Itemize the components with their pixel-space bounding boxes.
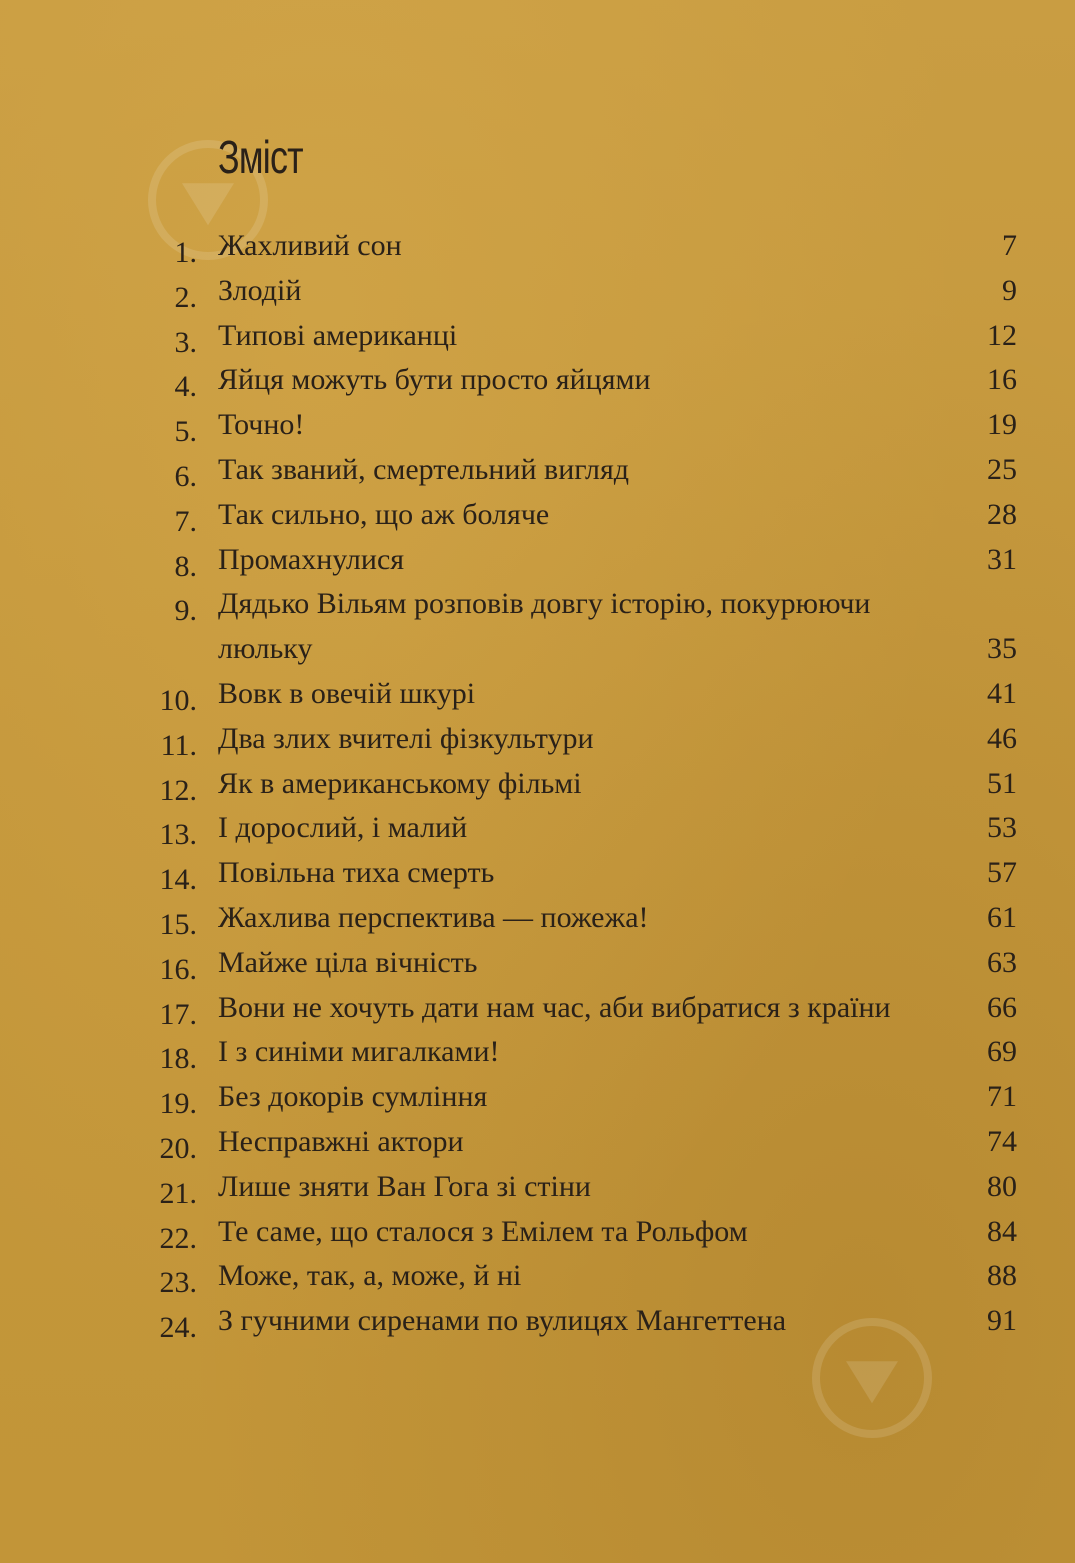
toc-entry (0, 717, 1075, 762)
toc-entry-page: 84 (987, 1214, 1017, 1248)
toc-entry-title: Точно! (218, 408, 305, 442)
toc-entry (0, 986, 1075, 1031)
toc-entry-title: Майже ціла вічність (218, 945, 478, 979)
toc-entry (0, 582, 1075, 672)
toc-entry-page: 69 (987, 1035, 1017, 1069)
toc-entry-title: Типові американці (218, 318, 458, 352)
toc-entry (0, 269, 1075, 314)
toc-entry-title: Яйця можуть бути просто яйцями (218, 363, 651, 397)
toc-entry (0, 403, 1075, 448)
toc-entry-title: І з синіми мигалками! (218, 1035, 500, 1069)
toc-entry-number: 16. (159, 952, 197, 986)
toc-entry-number: 12. (159, 773, 197, 807)
toc-entry-page: 12 (987, 318, 1017, 352)
toc-entry (0, 358, 1075, 403)
toc-entry-page: 80 (987, 1169, 1017, 1203)
table-of-contents (0, 224, 1075, 1344)
toc-entry (0, 1075, 1075, 1120)
toc-entry-title: Як в американському фільмі (218, 766, 582, 800)
toc-entry-title: Те саме, що сталося з Емілем та Рольфом (218, 1214, 748, 1248)
toc-entry-title: Жахливий сон (218, 229, 402, 262)
toc-entry (0, 851, 1075, 896)
toc-entry-number: 15. (159, 907, 197, 941)
toc-entry-page: 25 (987, 452, 1017, 486)
toc-entry-number: 5. (174, 415, 197, 449)
toc-entry-page: 31 (987, 542, 1017, 576)
toc-entry-page: 57 (987, 856, 1017, 890)
toc-entry (0, 1120, 1075, 1165)
toc-entry-number: 9. (174, 594, 197, 628)
toc-entry-page: 46 (987, 721, 1017, 755)
toc-entry-number: 20. (159, 1131, 197, 1165)
toc-entry-number: 10. (159, 683, 197, 717)
toc-entry (0, 1030, 1075, 1075)
toc-entry (0, 941, 1075, 986)
toc-entry-number: 14. (159, 863, 197, 897)
toc-entry (0, 672, 1075, 717)
toc-entry-title: Дядько Вільям розповів довгу історію, покурюючи люльку (218, 587, 871, 666)
toc-entry-number: 17. (159, 997, 197, 1031)
toc-entry-page: 9 (1002, 273, 1017, 307)
toc-entry-title: Несправжні актори (218, 1124, 464, 1158)
toc-entry (0, 762, 1075, 807)
toc-entry-number: 2. (174, 280, 197, 314)
toc-entry (0, 1254, 1075, 1299)
toc-entry (0, 1210, 1075, 1255)
toc-entry-page: 41 (987, 676, 1017, 710)
toc-entry (0, 538, 1075, 583)
toc-entry-title: Так званий, смертельний вигляд (218, 452, 630, 486)
toc-entry-title: І дорослий, і малий (218, 811, 468, 845)
toc-entry-title: Повільна тиха смерть (218, 856, 495, 890)
toc-entry-number: 8. (174, 549, 197, 583)
toc-entry (0, 493, 1075, 538)
toc-entry-page: 53 (987, 811, 1017, 845)
toc-entry-number: 13. (159, 818, 197, 852)
toc-entry (0, 1299, 1075, 1344)
toc-entry-number: 22. (159, 1221, 197, 1255)
toc-entry-number: 19. (159, 1087, 197, 1121)
toc-entry-title: Жахлива перспектива — пожежа! (218, 900, 649, 934)
toc-entry-number: 7. (174, 504, 197, 538)
toc-entry-number: 6. (174, 459, 197, 493)
toc-entry-number: 21. (159, 1176, 197, 1210)
toc-entry-title: Злодій (218, 273, 302, 307)
toc-entry-number: 1. (174, 236, 197, 269)
toc-entry-page: 74 (987, 1124, 1017, 1158)
toc-entry-title: З гучними сиренами по вулицях Мангеттена (218, 1304, 787, 1338)
toc-entry-title: Може, так, а, може, й ні (218, 1259, 522, 1293)
toc-entry-page: 63 (987, 945, 1017, 979)
toc-entry-page: 71 (987, 1080, 1017, 1114)
toc-entry (0, 224, 1075, 269)
toc-entry-number: 24. (159, 1311, 197, 1345)
toc-entry-page: 88 (987, 1259, 1017, 1293)
toc-entry-page: 19 (987, 408, 1017, 442)
toc-entry-title: Промахнулися (218, 542, 405, 576)
toc-entry-page: 7 (1002, 229, 1017, 262)
toc-entry-number: 4. (174, 370, 197, 404)
toc-entry-number: 3. (174, 325, 197, 359)
toc-entry-page: 28 (987, 497, 1017, 531)
toc-entry-title: Два злих вчителі фізкультури (218, 721, 594, 755)
toc-entry-title: Вони не хочуть дати нам час, аби вибратися з країни (218, 990, 891, 1024)
toc-entry (0, 314, 1075, 359)
toc-entry-number: 18. (159, 1042, 197, 1076)
toc-entry-page: 51 (987, 766, 1017, 800)
toc-entry-title: Без докорів сумління (218, 1080, 488, 1114)
toc-entry-page: 66 (987, 990, 1017, 1024)
toc-entry-page: 61 (987, 900, 1017, 934)
toc-entry-number: 11. (160, 728, 197, 762)
toc-entry-title: Так сильно, що аж боляче (218, 497, 550, 531)
toc-entry-title: Лише зняти Ван Гога зі стіни (218, 1169, 591, 1203)
toc-entry-number: 23. (159, 1266, 197, 1300)
toc-entry (0, 1165, 1075, 1210)
toc-entry (0, 448, 1075, 493)
toc-entry (0, 896, 1075, 941)
toc-entry (0, 806, 1075, 851)
page-title: Зміст (218, 131, 303, 183)
toc-entry-title: Вовк в овечій шкурі (218, 676, 476, 710)
toc-entry-page: 91 (987, 1304, 1017, 1338)
toc-entry-page: 16 (987, 363, 1017, 397)
toc-entry-page: 35 (987, 632, 1017, 666)
